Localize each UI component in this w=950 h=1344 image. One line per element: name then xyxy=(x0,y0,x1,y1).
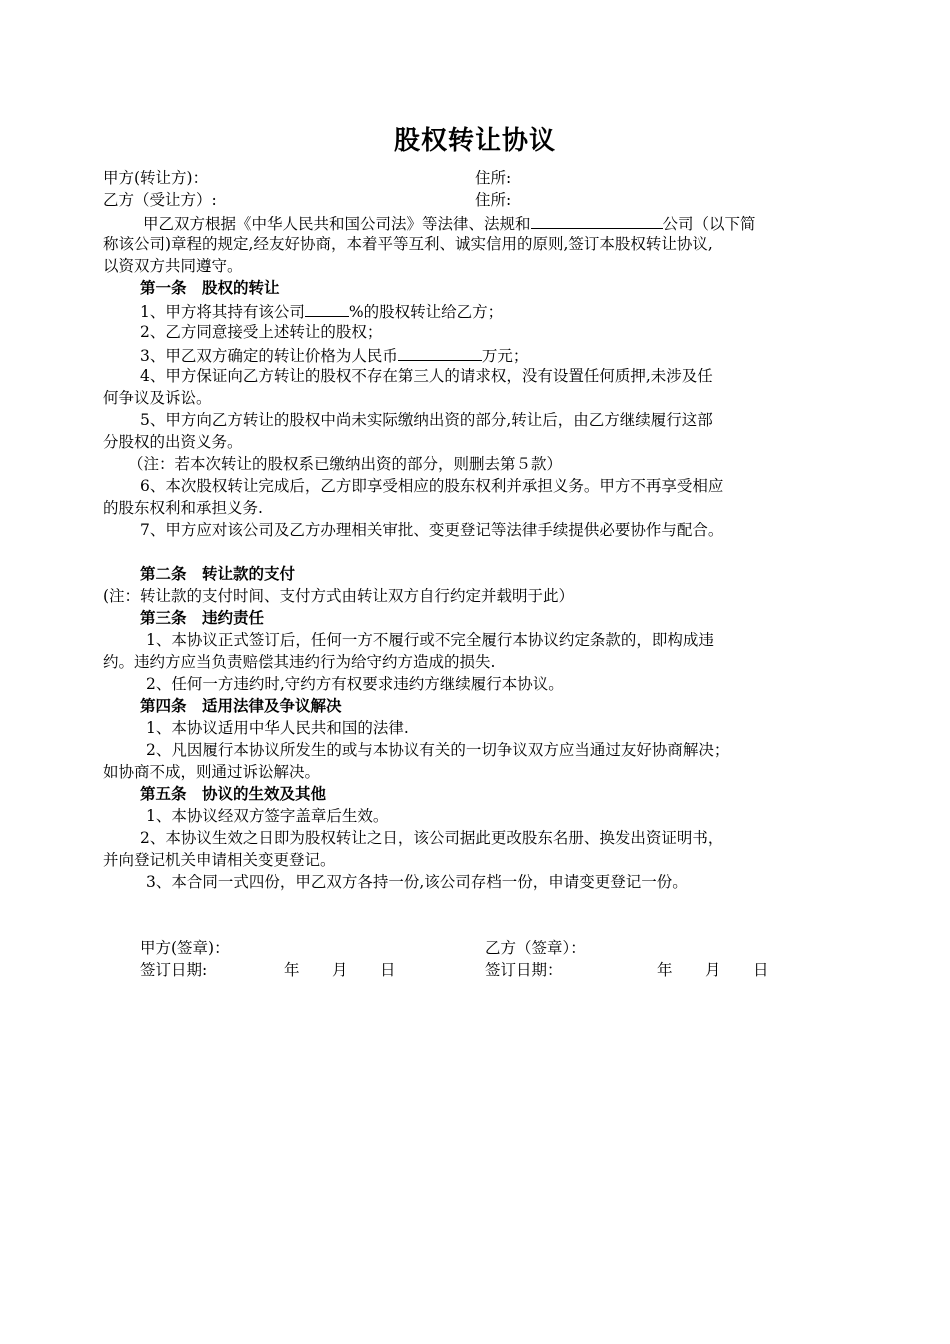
article-5-heading: 第五条 协议的生效及其他 xyxy=(140,785,327,803)
article-3-item-2: 2、任何一方违约时,守约方有权要求违约方继续履行本协议。 xyxy=(146,675,564,693)
company-name-blank xyxy=(531,211,663,229)
article-1-item-1-text-a: 1、甲方将其持有该公司 xyxy=(140,303,305,321)
party-b-date-year: 年 xyxy=(657,961,673,979)
price-blank xyxy=(398,343,482,361)
article-3-heading: 第三条 违约责任 xyxy=(140,609,265,627)
party-b-signature-label: 乙方（签章）： xyxy=(485,939,586,957)
party-a-address-label: 住所: xyxy=(475,169,512,187)
article-1-item-3-text-a: 3、甲乙双方确定的转让价格为人民币 xyxy=(140,347,398,365)
article-2-heading: 第二条 转让款的支付 xyxy=(140,565,296,583)
party-a-date-year: 年 xyxy=(284,961,300,979)
article-1-item-6-line-1: 6、本次股权转让完成后，乙方即享受相应的股东权利并承担义务。甲方不再享受相应 xyxy=(140,477,724,495)
party-a-label: 甲方(转让方)： xyxy=(103,169,209,187)
party-b-date-day: 日 xyxy=(753,961,769,979)
article-1-heading: 第一条 股权的转让 xyxy=(140,279,280,297)
article-1-item-6-line-2: 的股东权利和承担义务. xyxy=(103,499,263,517)
preamble-line-2: 称该公司)章程的规定,经友好协商，本着平等互利、诚实信用的原则,签订本股权转让协议, xyxy=(103,235,713,253)
preamble-line-3: 以资双方共同遵守。 xyxy=(103,257,243,275)
party-a-date-month: 月 xyxy=(332,961,348,979)
article-5-item-2-line-2: 并向登记机关申请相关变更登记。 xyxy=(103,851,336,869)
article-1-item-4-line-2: 何争议及诉讼。 xyxy=(103,389,212,407)
article-3-item-1-line-1: 1、本协议正式签订后，任何一方不履行或不完全履行本协议约定条款的，即构成违 xyxy=(146,631,714,649)
article-1-note: （注：若本次转让的股权系已缴纳出资的部分，则删去第５款） xyxy=(128,455,563,473)
article-2-note: (注：转让款的支付时间、支付方式由转让双方自行约定并载明于此） xyxy=(103,587,575,605)
article-4-item-2-line-1: 2、凡因履行本协议所发生的或与本协议有关的一切争议双方应当通过友好协商解决； xyxy=(146,741,730,759)
article-4-heading: 第四条 适用法律及争议解决 xyxy=(140,697,342,715)
article-4-item-2-line-2: 如协商不成，则通过诉讼解决。 xyxy=(103,763,321,781)
article-4-item-1: 1、本协议适用中华人民共和国的法律. xyxy=(146,719,409,737)
article-5-item-3: 3、本合同一式四份，甲乙双方各持一份,该公司存档一份，申请变更登记一份。 xyxy=(146,873,688,891)
article-1-item-4-line-1: 4、甲方保证向乙方转让的股权不存在第三人的请求权，没有设置任何质押,未涉及任 xyxy=(140,367,713,385)
article-3-item-1-line-2: 约。违约方应当负责赔偿其违约行为给守约方造成的损失. xyxy=(103,653,496,671)
article-5-item-2-line-1: 2、本协议生效之日即为股权转让之日，该公司据此更改股东名册、换发出资证明书， xyxy=(140,829,724,847)
article-1-item-1 xyxy=(103,299,910,323)
article-1-item-5-line-1: 5、甲方向乙方转让的股权中尚未实际缴纳出资的部分,转让后，由乙方继续履行这部 xyxy=(140,411,713,429)
article-5-item-1: 1、本协议经双方签字盖章后生效。 xyxy=(146,807,389,825)
article-1-item-5-line-2: 分股权的出资义务。 xyxy=(103,433,243,451)
party-b-address-label: 住所: xyxy=(475,191,512,209)
party-b-date-month: 月 xyxy=(705,961,721,979)
article-1-item-1-text-b: %的股权转让给乙方； xyxy=(348,303,504,321)
percentage-blank xyxy=(305,299,349,317)
party-a-date-label: 签订日期: xyxy=(140,961,208,979)
article-1-item-2: 2、乙方同意接受上述转让的股权； xyxy=(140,323,383,341)
preamble-text-1b: 公司（以下简 xyxy=(662,215,756,233)
article-1-item-7: 7、甲方应对该公司及乙方办理相关审批、变更登记等法律手续提供必要协作与配合。 xyxy=(140,521,724,539)
preamble-text-1a: 甲乙双方根据《中华人民共和国公司法》等法律、法规和 xyxy=(143,215,531,233)
document-title: 股权转让协议 xyxy=(393,126,556,156)
preamble-line-1 xyxy=(103,211,873,235)
party-b-label: 乙方（受让方）: xyxy=(103,191,217,209)
article-1-item-3 xyxy=(103,343,910,367)
party-b-date-label: 签订日期： xyxy=(485,961,563,979)
party-a-date-day: 日 xyxy=(380,961,396,979)
party-a-signature-label: 甲方(签章)： xyxy=(140,939,230,957)
article-1-item-3-text-b: 万元； xyxy=(481,347,529,365)
